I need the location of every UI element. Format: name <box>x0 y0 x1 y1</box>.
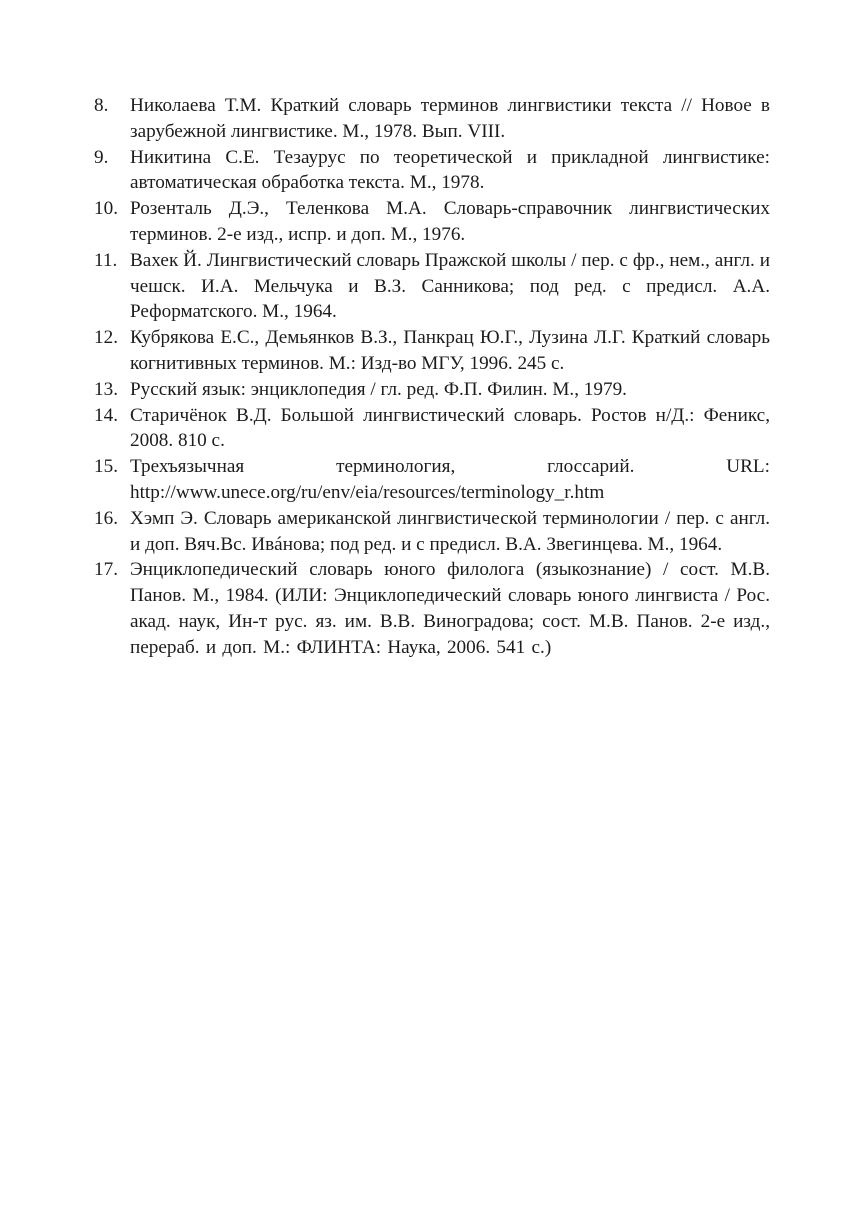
reference-text: Вахек Й. Лингвистический словарь Пражской школы / пер. с фр., нем., англ. и чешск. И.А. Мельчука и В.З. Санникова; под ред. с предисл. А.А. Реформатского. М., 1964. <box>130 249 770 323</box>
reference-item-16 <box>94 506 770 558</box>
reference-item-8 <box>94 93 770 145</box>
reference-number: 17. <box>94 559 118 581</box>
reference-text: Трехъязычная терминология, глоссарий. URL: http://www.unece.org/ru/env/eia/resources/terminology_r.htm <box>130 456 770 503</box>
reference-number: 9. <box>94 146 109 168</box>
reference-text: Энциклопедический словарь юного филолога (языкознание) / сост. М.В. Панов. М., 1984. (ИЛИ: Энциклопедический словарь юного лингвиста / Рос. акад. наук, Ин-т рус. яз. им. В.В. Виноградова; сост. М.В. Панов. 2-е изд., перераб. и доп. М.: ФЛИНТА: Наука, 2006. 541 с.) <box>130 559 770 658</box>
reference-number: 10. <box>94 198 118 220</box>
reference-item-10 <box>94 196 770 248</box>
reference-text: Николаева Т.М. Краткий словарь терминов лингвистики текста // Новое в зарубежной лингвистике. М., 1978. Вып. VIII. <box>130 95 770 142</box>
reference-number: 15. <box>94 456 118 478</box>
reference-list <box>94 93 770 661</box>
reference-text: Кубрякова Е.С., Демьянков В.З., Панкрац Ю.Г., Лузина Л.Г. Краткий словарь когнитивных терминов. М.: Изд-во МГУ, 1996. 245 с. <box>130 327 770 374</box>
reference-item-12 <box>94 325 770 377</box>
reference-item-15 <box>94 454 770 506</box>
reference-text: Старичёнок В.Д. Большой лингвистический словарь. Ростов н/Д.: Феникс, 2008. 810 с. <box>130 404 770 452</box>
reference-number: 13. <box>94 378 118 400</box>
reference-text: Никитина С.Е. Тезаурус по теоретической и прикладной лингвистике: автоматическая обработка текста. М., 1978. <box>130 146 770 194</box>
reference-number: 8. <box>94 95 109 116</box>
reference-item-17 <box>94 557 770 660</box>
reference-text: Русский язык: энциклопедия / гл. ред. Ф.П. Филин. М., 1979. <box>130 378 627 400</box>
reference-number: 12. <box>94 327 118 349</box>
reference-item-13 <box>94 377 770 403</box>
reference-text: Розенталь Д.Э., Теленкова М.А. Словарь-справочник лингвистических терминов. 2-е изд., испр. и доп. М., 1976. <box>130 198 770 245</box>
reference-item-14 <box>94 403 770 455</box>
reference-number: 11. <box>94 249 118 271</box>
reference-number: 14. <box>94 404 118 426</box>
reference-item-9 <box>94 145 770 197</box>
reference-text: Хэмп Э. Словарь американской лингвистической терминологии / пер. с англ. и доп. Вяч.Вс. Ивáнова; под ред. и с предисл. В.А. Звегинцева. М., 1964. <box>130 507 770 555</box>
reference-item-11 <box>94 248 770 325</box>
reference-number: 16. <box>94 507 118 529</box>
